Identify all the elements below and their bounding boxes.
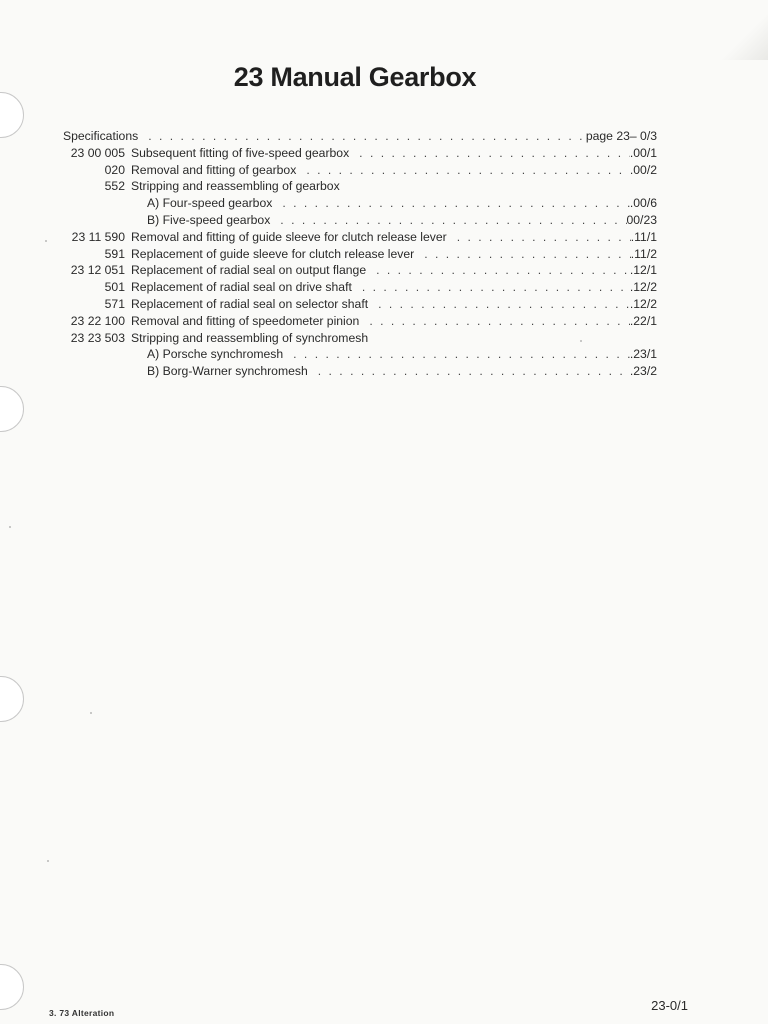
footer-page-number: 23-0/1 bbox=[651, 998, 688, 1013]
toc-entry bbox=[63, 296, 657, 313]
toc-entry-code: 501 bbox=[104, 280, 125, 295]
toc-entry bbox=[63, 128, 657, 145]
punch-hole-icon bbox=[0, 386, 24, 432]
toc-entry-label: Stripping and reassembling of synchromesh bbox=[131, 330, 369, 345]
toc-entry bbox=[63, 246, 657, 263]
toc-entry-label: Removal and fitting of speedometer pinion bbox=[131, 313, 360, 328]
toc-entry bbox=[63, 330, 657, 347]
toc-entry-label: B) Five-speed gearbox bbox=[147, 212, 271, 227]
toc-entry-label: Replacement of radial seal on selector shaft bbox=[131, 296, 369, 311]
toc-entry-page-ref: .00/2 bbox=[629, 162, 657, 177]
toc-entry bbox=[63, 279, 657, 296]
toc-entry-page-ref: .12/2 bbox=[629, 280, 657, 295]
toc-entry-label: Removal and fitting of guide sleeve for clutch release lever bbox=[131, 229, 447, 244]
toc-dot-leader bbox=[447, 229, 631, 246]
toc-entry-label: Subsequent fitting of five-speed gearbox bbox=[131, 145, 350, 160]
toc-entry-page-ref: .11/1 bbox=[630, 229, 657, 244]
toc-entry bbox=[63, 262, 657, 279]
page-corner-shading bbox=[708, 0, 768, 60]
toc-entry-page-ref: 00/23 bbox=[626, 212, 657, 227]
toc-entry-page-ref: .11/2 bbox=[630, 246, 657, 261]
toc-entry bbox=[63, 145, 657, 162]
footer-alteration-note: 3. 73 Alteration bbox=[49, 1008, 115, 1018]
toc-entry-code: 23 22 100 bbox=[70, 313, 125, 328]
toc-entry bbox=[63, 229, 657, 246]
toc-entry-code: 591 bbox=[104, 246, 125, 261]
toc-entry bbox=[63, 212, 657, 229]
toc-entry-page-ref: .12/2 bbox=[629, 296, 657, 311]
toc-dot-leader bbox=[308, 363, 630, 380]
toc-entry-code: Specifications bbox=[63, 129, 139, 143]
toc-dot-leader bbox=[352, 279, 630, 296]
toc-entry-page-ref: .00/6 bbox=[629, 196, 657, 211]
toc-entry-code: 23 11 590 bbox=[71, 229, 125, 244]
toc-entry-page-ref: .12/1 bbox=[629, 263, 657, 278]
toc-entry-label: Replacement of radial seal on drive shaft bbox=[131, 280, 352, 295]
toc-entry-label: Removal and fitting of gearbox bbox=[131, 162, 297, 177]
toc-entry-code: 23 00 005 bbox=[70, 145, 125, 160]
toc-dot-leader bbox=[359, 313, 630, 330]
toc-entry-label: A) Four-speed gearbox bbox=[147, 196, 273, 211]
toc-dot-leader bbox=[366, 262, 630, 279]
toc-entry-page-ref: .00/1 bbox=[629, 145, 657, 160]
punch-hole-icon bbox=[0, 964, 24, 1010]
table-of-contents bbox=[63, 128, 657, 380]
toc-entry-code: 571 bbox=[104, 296, 125, 311]
toc-entry-label: A) Porsche synchromesh bbox=[147, 347, 284, 362]
toc-entry-code: 020 bbox=[104, 162, 125, 177]
toc-dot-leader bbox=[272, 195, 630, 212]
paper-speck bbox=[45, 240, 47, 242]
paper-speck bbox=[47, 860, 49, 862]
page-title: 23 Manual Gearbox bbox=[233, 62, 477, 92]
toc-entry bbox=[63, 162, 657, 179]
paper-speck bbox=[9, 526, 11, 528]
toc-entry bbox=[63, 313, 657, 330]
paper-speck bbox=[90, 712, 92, 714]
toc-entry bbox=[63, 195, 657, 212]
toc-entry-page-ref: .23/1 bbox=[629, 347, 657, 362]
toc-entry bbox=[63, 363, 657, 380]
toc-dot-leader bbox=[138, 128, 586, 145]
toc-entry-page-ref: .22/1 bbox=[629, 313, 657, 328]
punch-hole-icon bbox=[0, 92, 24, 138]
toc-entry-label: Replacement of guide sleeve for clutch release lever bbox=[131, 246, 415, 261]
toc-entry-label: B) Borg-Warner synchromesh bbox=[147, 364, 308, 379]
toc-entry-code: 552 bbox=[104, 179, 125, 194]
toc-dot-leader bbox=[349, 145, 630, 162]
toc-entry-page-ref: page 23– 0/3 bbox=[585, 129, 657, 143]
toc-dot-leader bbox=[414, 246, 631, 263]
toc-entry-label: Replacement of radial seal on output flange bbox=[131, 263, 367, 278]
toc-entry-code: 23 12 051 bbox=[70, 263, 125, 278]
toc-entry-page-ref: .23/2 bbox=[629, 364, 657, 379]
toc-entry bbox=[63, 178, 657, 195]
toc-entry bbox=[63, 346, 657, 363]
toc-entry-label: Stripping and reassembling of gearbox bbox=[131, 179, 340, 194]
toc-dot-leader bbox=[368, 296, 630, 313]
punch-hole-icon bbox=[0, 676, 24, 722]
toc-dot-leader bbox=[283, 346, 630, 363]
toc-dot-leader bbox=[270, 212, 626, 229]
toc-dot-leader bbox=[296, 162, 630, 179]
toc-entry-code: 23 23 503 bbox=[70, 330, 125, 345]
